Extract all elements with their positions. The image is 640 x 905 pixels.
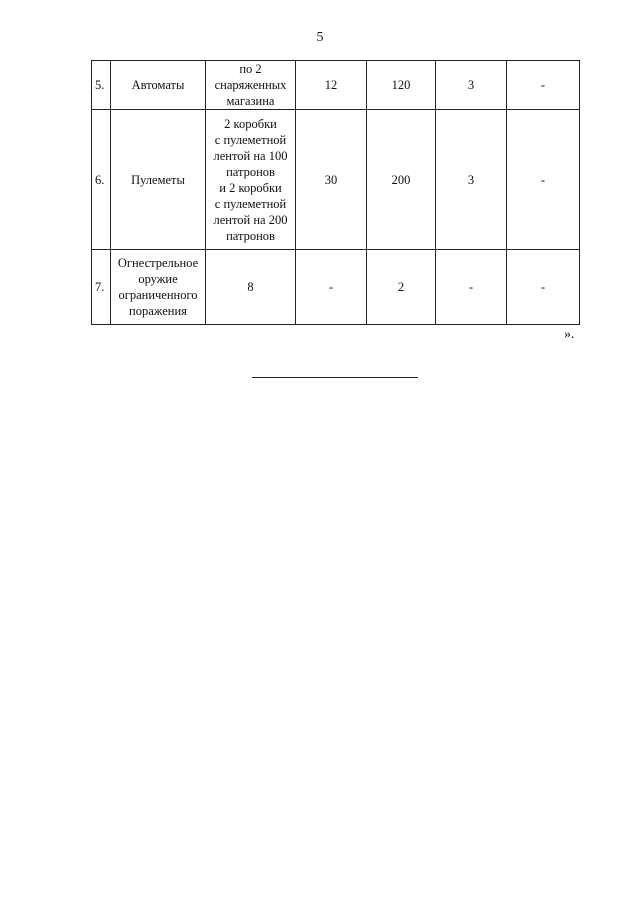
weapon-name-line: Огнестрельное — [117, 256, 199, 270]
value-cell-4: - — [296, 250, 367, 325]
table-row — [92, 110, 580, 250]
ammunition-line: с пулеметной — [214, 132, 287, 147]
value-cell-7: - — [507, 61, 580, 110]
page-number: 5 — [316, 30, 324, 45]
table-row — [92, 250, 580, 325]
weapon-name-line: поражения — [129, 304, 187, 318]
weapons-table — [91, 60, 580, 325]
value-cell-5: 120 — [367, 61, 436, 110]
value-cell-7: - — [507, 250, 580, 325]
closing-quote: ». — [564, 327, 575, 342]
ammunition-line: 2 коробки — [224, 116, 277, 131]
ammunition-line: снаряженных — [214, 78, 287, 92]
weapon-name-cell — [111, 61, 206, 110]
ammunition-line: и 2 коробки — [219, 180, 282, 195]
value-cell-4: 30 — [296, 110, 367, 250]
value-cell-6: - — [436, 250, 507, 325]
value-cell-7: - — [507, 110, 580, 250]
ammunition-line: лентой на 100 — [213, 148, 288, 163]
weapon-name-line: оружие — [138, 272, 178, 286]
value-cell-6: 3 — [436, 110, 507, 250]
weapon-name-cell — [111, 250, 206, 325]
ammunition-cell — [206, 250, 296, 325]
ammunition-cell — [206, 110, 296, 250]
ammunition-line: магазина — [226, 94, 275, 108]
weapon-name-line: ограниченного — [118, 288, 198, 302]
weapon-name-line: Пулеметы — [131, 172, 185, 187]
ammunition-line: с пулеметной — [214, 196, 287, 211]
value-cell-5: 200 — [367, 110, 436, 250]
ammunition-line: по 2 — [239, 62, 262, 76]
ammunition-cell — [206, 61, 296, 110]
value-cell-5: 2 — [367, 250, 436, 325]
row-number-cell: 7. — [92, 250, 111, 325]
row-number-cell: 5. — [92, 61, 111, 110]
weapon-name-cell — [111, 110, 206, 250]
weapon-name-line: Автоматы — [131, 78, 185, 92]
ammunition-line: патронов — [226, 164, 275, 179]
ammunition-line: патронов — [226, 228, 275, 243]
row-number-cell: 6. — [92, 110, 111, 250]
table-row — [92, 61, 580, 110]
ammunition-line: 8 — [247, 280, 254, 294]
ammunition-line: лентой на 200 — [213, 212, 288, 227]
value-cell-4: 12 — [296, 61, 367, 110]
section-divider — [252, 377, 418, 378]
value-cell-6: 3 — [436, 61, 507, 110]
